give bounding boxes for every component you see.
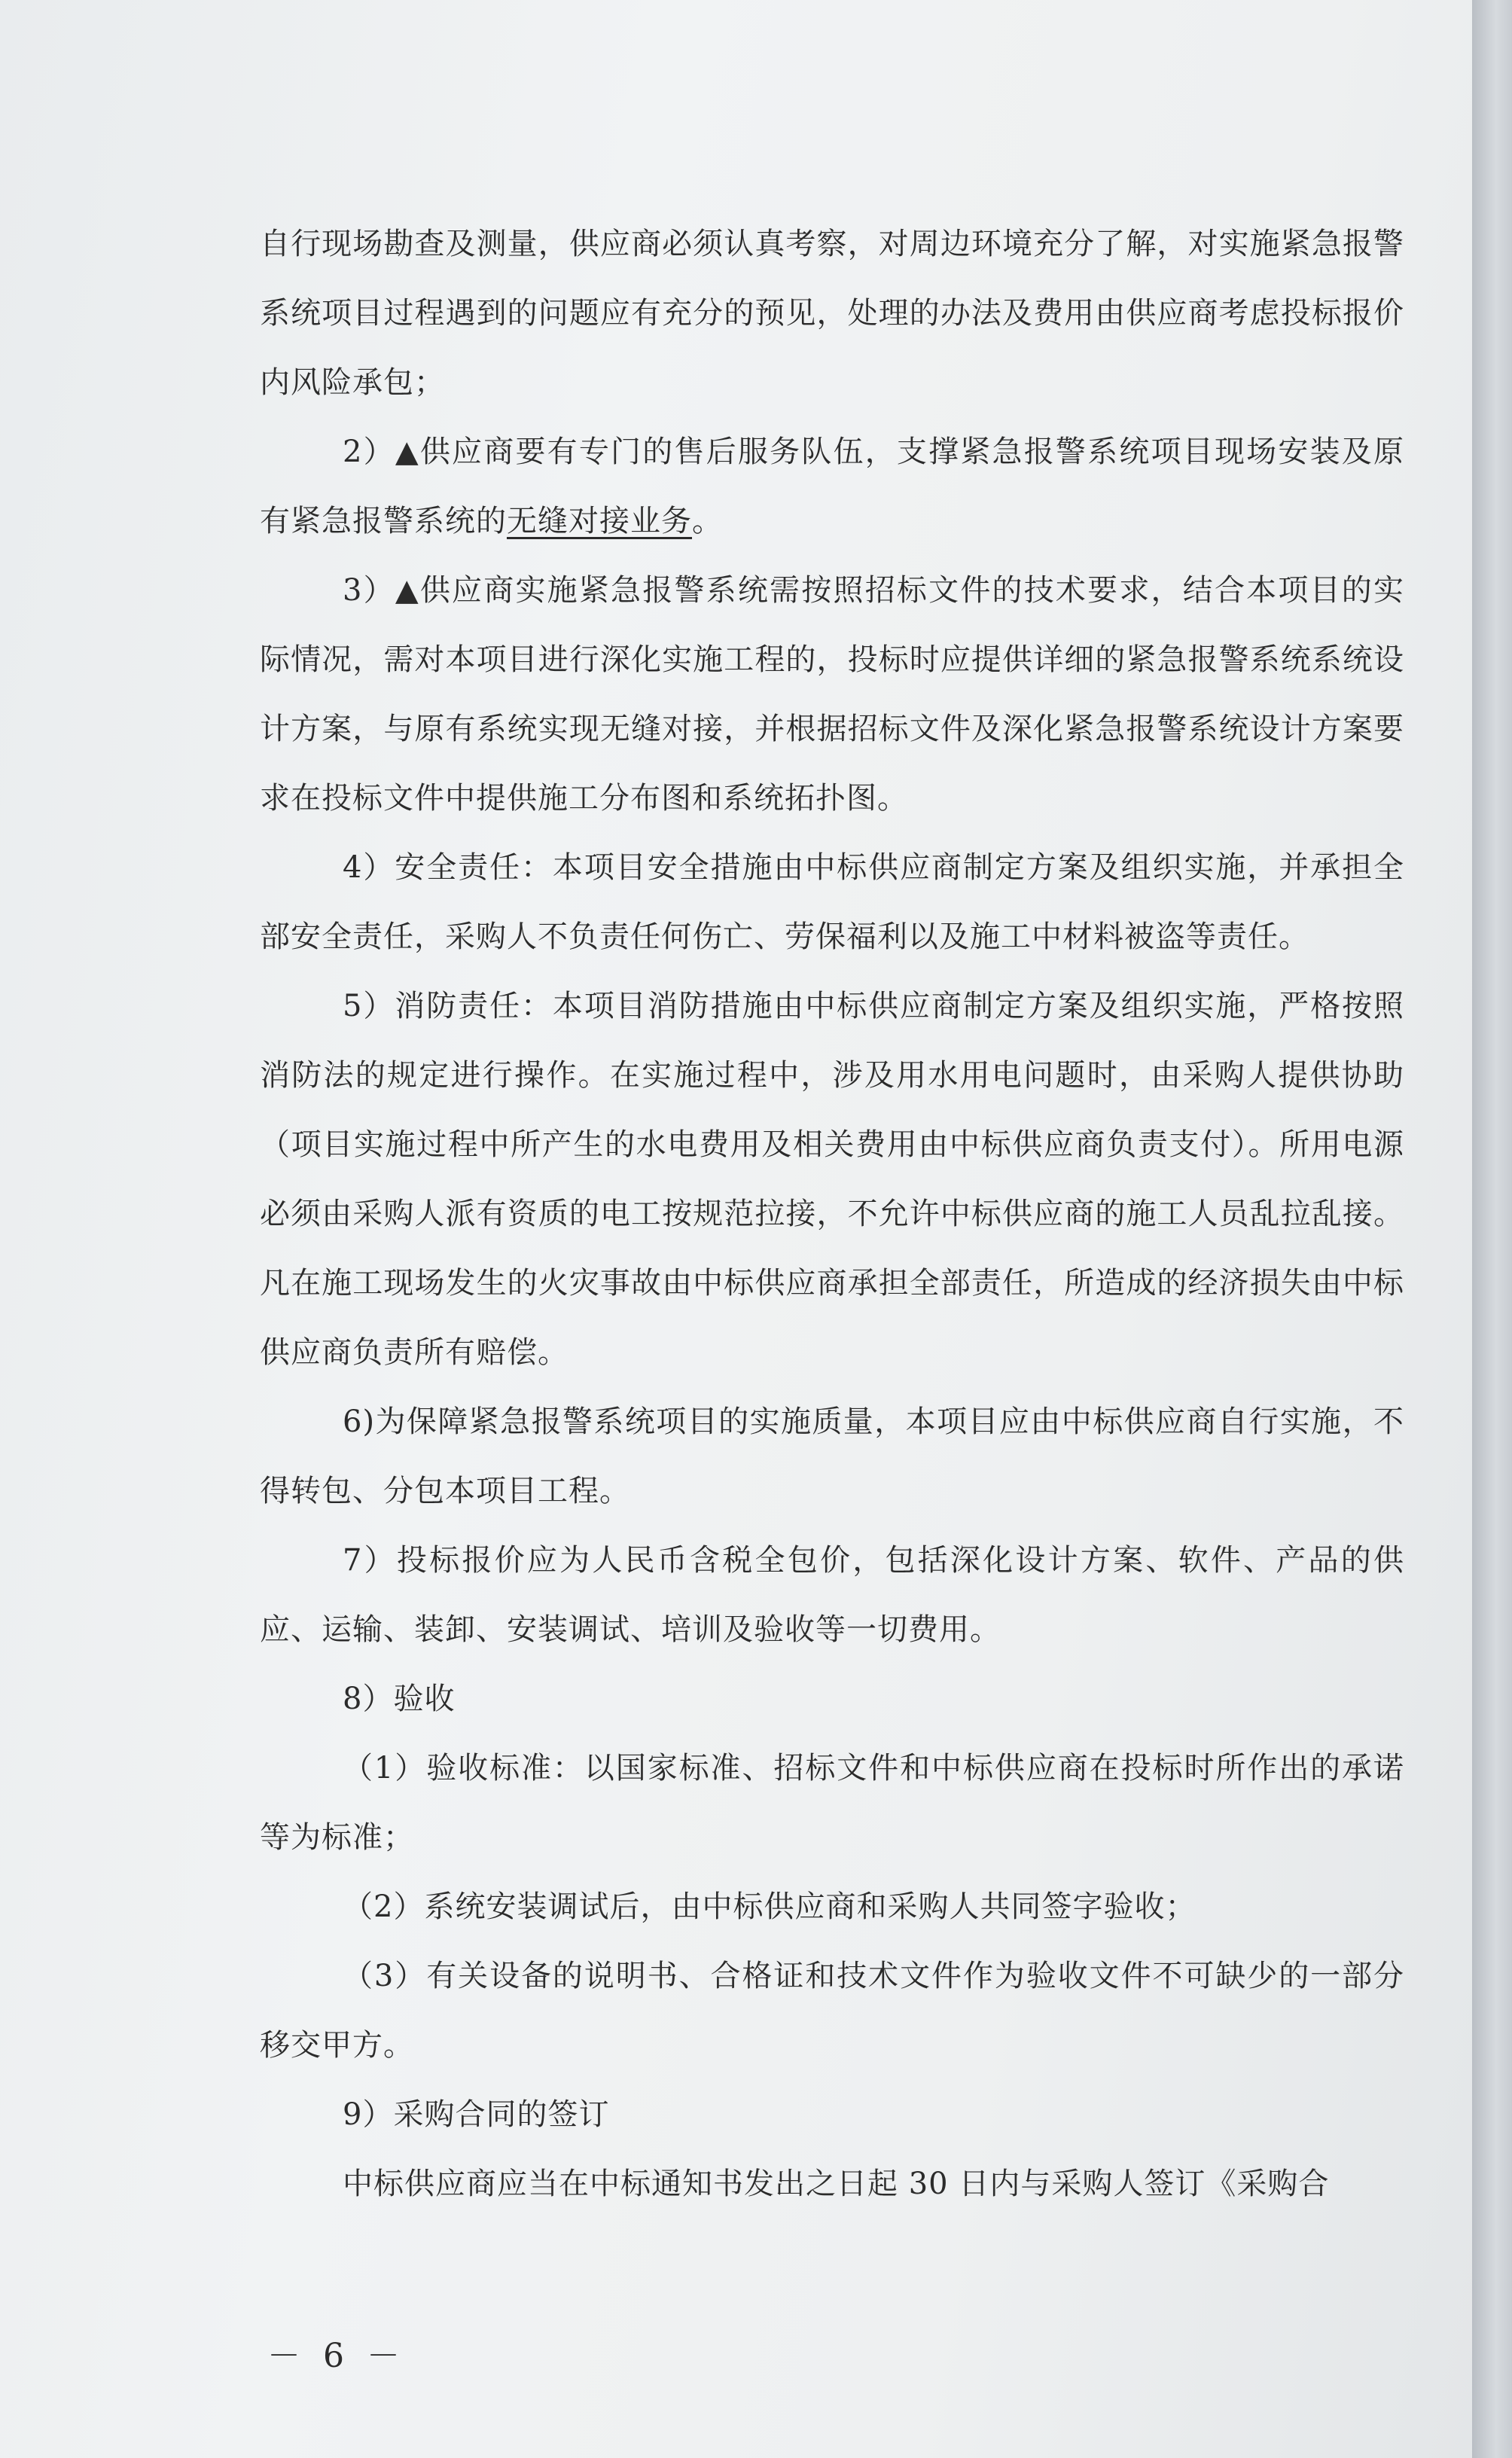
paragraph-bid-price: 7）投标报价应为人民币含税全包价，包括深化设计方案、软件、产品的供应、运输、装卸、安装调试、培训及验收等一切费用。: [260, 1543, 1404, 1647]
paragraph-after-sales-team: [260, 417, 1404, 556]
paragraph-site-survey: 自行现场勘查及测量，供应商必须认真考察，对周边环境充分了解，对实施紧急报警系统项目过程遇到的问题应有充分的预见，处理的办法及费用由供应商考虑投标报价内风险承包；: [260, 227, 1404, 400]
paragraph-contract-signing: 中标供应商应当在中标通知书发出之日起 30 日内与采购人签订《采购合: [343, 2167, 1330, 2201]
document-body: [260, 209, 1404, 2219]
next-page-edge: [1472, 0, 1512, 2458]
paragraph-after-sales-text: 2）▲供应商要有专门的售后服务队伍，支撑紧急报警系统项目现场安装及原有紧急报警系统的: [260, 435, 1404, 538]
paragraph-fire-responsibility: 5）消防责任：本项目消防措施由中标供应商制定方案及组织实施，严格按照消防法的规定进行操作。在实施过程中，涉及用水用电问题时，由采购人提供协助（项目实施过程中所产生的水电费用及相关费用由中标供应商负责支付）。所用电源必须由采购人派有资质的电工按规范拉接，不允许中标供应商的施工人员乱拉乱接。凡在施工现场发生的火灾事故由中标供应商承担全部责任，所造成的经济损失由中标供应商负责所有赔偿。: [260, 989, 1404, 1370]
paragraph-acceptance-signing: （2）系统安装调试后，由中标供应商和采购人共同签字验收；: [343, 1889, 1196, 1924]
paragraph-safety-responsibility: 4）安全责任：本项目安全措施由中标供应商制定方案及组织实施，并承担全部安全责任，采购人不负责任何伤亡、劳保福利以及施工中材料被盗等责任。: [260, 850, 1404, 954]
paragraph-quality-assurance: 6)为保障紧急报警系统项目的实施质量，本项目应由中标供应商自行实施，不得转包、分包本项目工程。: [260, 1404, 1404, 1508]
paragraph-system-design: 3）▲供应商实施紧急报警系统需按照招标文件的技术要求，结合本项目的实际情况，需对本项目进行深化实施工程的，投标时应提供详细的紧急报警系统系统设计方案，与原有系统实现无缝对接，并根据招标文件及深化紧急报警系统设计方案要求在投标文件中提供施工分布图和系统拓扑图。: [260, 573, 1404, 816]
paragraph-acceptance-standard: （1）验收标准：以国家标准、招标文件和中标供应商在投标时所作出的承诺等为标准；: [260, 1751, 1404, 1855]
seamless-docking-underlined: 无缝对接业务: [507, 504, 692, 538]
paragraph-acceptance-documents: （3）有关设备的说明书、合格证和技术文件作为验收文件不可缺少的一部分移交甲方。: [260, 1959, 1404, 2063]
heading-acceptance: 8）验收: [343, 1682, 456, 1716]
heading-contract-signing: 9）采购合同的签订: [343, 2097, 610, 2132]
page-number: － 6 －: [267, 2337, 406, 2375]
paragraph-after-sales-end: 。: [692, 504, 723, 538]
